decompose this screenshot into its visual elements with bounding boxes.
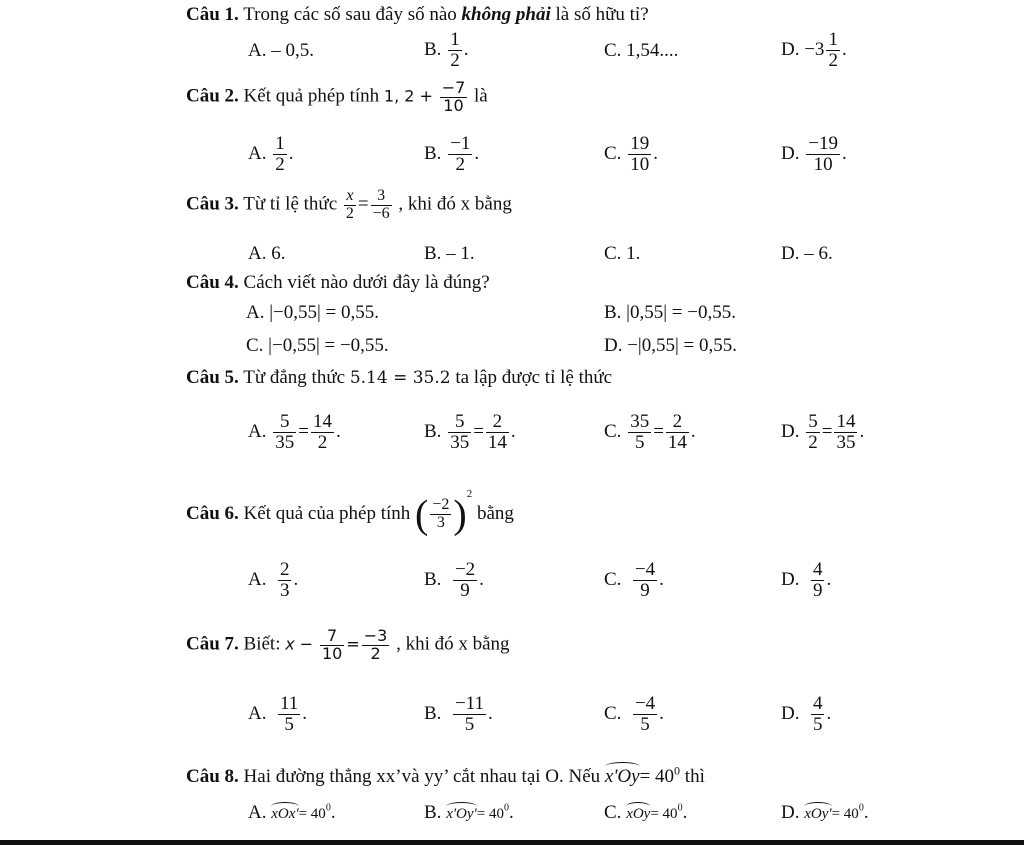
question-2 (186, 80, 488, 115)
q6-c-label: C. (604, 568, 622, 590)
q3-option-c[interactable]: C. 1. (604, 243, 641, 264)
q3-title: Câu 3. (186, 193, 239, 215)
q6-a-num: 2 (279, 559, 290, 580)
q5-a-n2: 14 (312, 411, 332, 432)
q5-a-f2 (311, 412, 334, 453)
q6-c-den: 9 (633, 580, 657, 601)
q7-option-d[interactable]: D. $\frac{4}{5}$ . (781, 693, 832, 735)
q6-d-label: D. (781, 568, 800, 590)
q5-title: Câu 5. (186, 367, 239, 388)
q5-option-d[interactable]: D. $\frac{5}{2}$ = $\frac{14}{35}$ . (781, 411, 865, 453)
q5-c-n1: 35 (630, 411, 650, 432)
q8-d-label: D. (781, 802, 800, 823)
q3-frac-x (344, 188, 356, 223)
q5-b-d2: 14 (487, 431, 507, 453)
q5-d-n1: 5 (808, 411, 818, 432)
q7-n2: −3 (363, 626, 388, 645)
q4-option-a[interactable]: A. |−0,55| = 0,55. (246, 302, 380, 323)
q5-option-a[interactable]: A. $\frac{5}{35}$ = $\frac{14}{2}$ . (248, 411, 341, 453)
q7-frac-2 (362, 628, 390, 663)
q7-a-den: 5 (278, 714, 300, 735)
q6-frac (430, 497, 451, 532)
q7-eq: = (346, 634, 360, 654)
q1-tail: là số hữu tỉ? (555, 4, 649, 25)
q4-option-c[interactable]: C. |−0,55| = −0,55. (246, 335, 389, 356)
q2-expr: 1, 2 + (383, 86, 433, 106)
q5-option-b[interactable]: B. $\frac{5}{35}$ = $\frac{2}{14}$ . (424, 411, 516, 453)
q8-option-a[interactable] (248, 800, 336, 824)
q1-d-label: D. −3 (781, 38, 825, 60)
question-5 (186, 367, 612, 389)
q8-a-dot: . (330, 802, 336, 823)
q2-option-a[interactable]: A. $\frac{1}{2}$ . (248, 133, 294, 175)
q7-d2: 2 (362, 645, 390, 663)
question-1 (186, 4, 649, 26)
q7-c-frac (633, 694, 657, 735)
q2-text: Kết quả phép tính (243, 85, 380, 107)
q7-tail: , khi đó x bằng (396, 633, 510, 655)
q1-option-c[interactable]: C. 1,54.... (604, 40, 679, 61)
q6-option-a[interactable]: A. $\frac{2}{3}$ . (248, 559, 299, 601)
q7-x: x − (285, 634, 314, 654)
q1-d-frac (826, 30, 840, 71)
q5-d-d1: 2 (808, 431, 818, 453)
q7-c-den: 5 (633, 714, 657, 735)
q4-option-b[interactable]: B. |0,55| = −0,55. (604, 302, 736, 323)
q5-c-eq: = (653, 420, 664, 442)
q7-b-num: −11 (454, 693, 484, 714)
q5-d-f2 (834, 412, 857, 453)
q2-title: Câu 2. (186, 85, 239, 107)
q6-option-b[interactable]: B. $\frac{-2}{9}$ . (424, 559, 484, 601)
q8-a-angle: xOx' (271, 800, 298, 823)
q2-d-label: D. (781, 142, 800, 164)
q6-b-frac (453, 560, 477, 601)
q3-x-num: x (346, 187, 354, 204)
q7-d-den: 5 (812, 713, 823, 735)
q1-b-label: B. (424, 38, 442, 60)
q3-option-d[interactable]: D. – 6. (781, 243, 833, 264)
q7-title: Câu 7. (186, 633, 239, 655)
q2-a-den: 2 (275, 153, 285, 175)
q5-a-n1: 5 (279, 411, 290, 432)
q3-tail: , khi đó x bằng (398, 193, 512, 215)
q1-option-d[interactable]: D. −3 $\frac{1}{2}$ . (781, 29, 847, 71)
q8-angle: x'Oy (605, 760, 640, 788)
q2-den: 10 (440, 97, 468, 115)
q3-r-num: 3 (377, 187, 386, 204)
q6-a-label: A. (248, 568, 267, 590)
q7-option-c[interactable]: C. $\frac{-4}{5}$ . (604, 693, 664, 735)
q7-n1: 7 (327, 626, 338, 645)
q5-tail: ta lập được tỉ lệ thức (455, 367, 613, 388)
q5-d-d2: 35 (836, 431, 856, 453)
q5-b-eq: = (473, 420, 484, 442)
q5-c-n2: 2 (672, 411, 683, 432)
q6-title: Câu 6. (186, 503, 239, 524)
q7-c-num: −4 (634, 693, 656, 714)
q1-d-den: 2 (828, 49, 838, 71)
q3-text: Từ tỉ lệ thức (243, 193, 338, 215)
q6-b-label: B. (424, 568, 442, 590)
q3-frac-r (371, 188, 392, 223)
q7-a-num: 11 (279, 693, 299, 714)
q5-c-f2 (666, 412, 689, 453)
q8-d-eq: = 40 (831, 806, 859, 822)
q2-a-label: A. (248, 142, 267, 164)
q6-num: −2 (432, 496, 450, 514)
q8-option-b[interactable] (424, 800, 514, 824)
q8-b-dot: . (508, 802, 514, 823)
q6-paren-open: ( (415, 491, 429, 537)
q8-c-eq: = 40 (650, 806, 678, 822)
q8-deg: 0 (674, 763, 681, 778)
bottom-rule (0, 840, 1024, 845)
q2-b-den: 2 (448, 154, 472, 175)
q2-c-frac (628, 134, 651, 175)
q5-a-eq: = (298, 420, 309, 442)
q1-option-b[interactable]: B. $\frac{1}{2}$ . (424, 29, 469, 71)
q7-b-label: B. (424, 702, 442, 724)
q2-num: −7 (441, 78, 466, 97)
q1-b-frac (448, 30, 462, 71)
question-6 (186, 488, 514, 535)
q7-b-den: 5 (453, 714, 486, 735)
q5-c-label: C. (604, 420, 622, 442)
q5-a-d1: 35 (275, 431, 295, 453)
q7-d-frac (811, 694, 825, 735)
q2-a-frac (273, 134, 287, 175)
q1-b-den: 2 (450, 49, 460, 71)
q8-b-angle: x'Oy' (446, 800, 477, 823)
q5-b-n2: 2 (492, 411, 503, 432)
q6-tail: bằng (476, 503, 514, 524)
q7-d1: 10 (321, 643, 343, 663)
q6-c-frac (633, 560, 657, 601)
q3-option-b[interactable]: B. – 1. (424, 243, 475, 264)
q1-text: Trong các số sau đây số nào (243, 4, 457, 25)
q8-c-deg: 0 (677, 802, 683, 814)
q2-c-label: C. (604, 142, 622, 164)
q6-d-num: 4 (812, 559, 823, 580)
q5-b-n1: 5 (454, 411, 465, 432)
q6-paren-close: ) (453, 491, 467, 537)
q5-b-label: B. (424, 420, 442, 442)
q8-a-deg: 0 (325, 802, 331, 814)
q2-b-frac (448, 134, 472, 175)
q3-x-den: 2 (345, 204, 354, 222)
q8-text: Hai đường thẳng xx’và yy’ cắt nhau tại O. Nếu (243, 766, 601, 787)
q6-d-frac (811, 560, 825, 601)
q2-d-num: −19 (808, 133, 838, 154)
q7-c-label: C. (604, 702, 622, 724)
q8-c-dot: . (682, 802, 688, 823)
q2-frac (440, 80, 468, 115)
q7-text: Biết: (243, 633, 281, 655)
q2-c-den: 10 (630, 153, 650, 175)
q2-tail: là (474, 85, 488, 107)
q8-a-label: A. (248, 802, 267, 823)
q2-d-frac (806, 134, 840, 175)
q6-den: 3 (430, 514, 451, 532)
q2-c-num: 19 (630, 133, 650, 154)
q8-d-angle: xOy' (804, 800, 831, 823)
q2-option-b[interactable]: B. $\frac{-1}{2}$ . (424, 133, 480, 175)
q5-d-n2: 14 (836, 411, 856, 432)
q5-expr: 5.14 = 35.2 (349, 368, 451, 388)
q5-a-d2: 2 (311, 432, 334, 453)
q2-b-label: B. (424, 142, 442, 164)
q7-b-frac (453, 694, 486, 735)
q1-d-num: 1 (828, 29, 838, 50)
q7-option-b[interactable]: B. $\frac{-11}{5}$ . (424, 693, 493, 735)
question-7 (186, 628, 510, 663)
question-8 (186, 760, 705, 788)
q8-option-d[interactable] (781, 800, 869, 824)
q7-d-num: 4 (812, 693, 823, 714)
q1-bold: không phải (461, 4, 551, 25)
q6-exp: 2 (466, 488, 473, 500)
q5-d-eq: = (821, 420, 833, 442)
q5-c-f1 (628, 412, 651, 453)
q5-d-label: D. (781, 420, 800, 442)
q5-c-d2: 14 (667, 431, 687, 453)
q8-c-label: C. (604, 802, 622, 823)
q6-option-d[interactable]: D. $\frac{4}{9}$ . (781, 559, 832, 601)
q5-d-f1 (806, 412, 820, 453)
q3-r-den: −6 (372, 204, 390, 222)
q6-a-den: 3 (279, 579, 290, 601)
q4-title: Câu 4. (186, 272, 239, 293)
q8-b-eq: = 40 (476, 806, 504, 822)
q8-tail: thì (684, 766, 705, 787)
q5-c-d1: 5 (628, 432, 651, 453)
question-3 (186, 188, 512, 223)
q6-b-den: 9 (453, 580, 477, 601)
q2-option-c[interactable]: C. $\frac{19}{10}$ . (604, 133, 658, 175)
q5-b-f2 (486, 412, 509, 453)
q6-c-num: −4 (634, 559, 656, 580)
q7-d-label: D. (781, 702, 800, 724)
q6-d-den: 9 (812, 579, 823, 601)
q8-option-c[interactable] (604, 800, 687, 824)
q6-option-c[interactable]: C. $\frac{-4}{9}$ . (604, 559, 664, 601)
q8-b-label: B. (424, 802, 442, 823)
q2-b-num: −1 (450, 133, 471, 154)
q8-d-dot: . (863, 802, 869, 823)
q5-b-f1 (448, 412, 471, 453)
q8-title: Câu 8. (186, 766, 239, 787)
q8-c-angle: xOy (626, 800, 650, 823)
q7-a-frac (278, 694, 300, 735)
q8-d-deg: 0 (858, 802, 864, 814)
q5-text: Từ đẳng thức (243, 367, 346, 388)
q5-b-d1: 35 (450, 431, 470, 453)
q1-b-num: 1 (450, 29, 460, 50)
question-4 (186, 272, 490, 294)
q2-d-den: 10 (806, 154, 840, 175)
q7-a-label: A. (248, 702, 267, 724)
q6-a-frac (278, 560, 292, 601)
q7-frac-1 (320, 628, 344, 663)
q8-val: = 40 (639, 766, 675, 787)
q8-b-deg: 0 (503, 802, 509, 814)
q1-title: Câu 1. (186, 4, 239, 25)
q2-a-num: 1 (275, 133, 285, 154)
q6-text: Kết quả của phép tính (243, 503, 411, 524)
q4-text: Cách viết nào dưới đây là đúng? (243, 272, 490, 293)
q2-option-d[interactable]: D. $\frac{-19}{10}$ . (781, 133, 847, 175)
q5-a-label: A. (248, 420, 267, 442)
q3-option-a[interactable]: A. 6. (248, 243, 286, 264)
q3-eq: = (357, 193, 369, 215)
q7-option-a[interactable]: A. $\frac{11}{5}$ . (248, 693, 308, 735)
q1-option-a[interactable]: A. – 0,5. (248, 40, 314, 61)
q6-b-num: −2 (454, 559, 476, 580)
q4-option-d[interactable]: D. −|0,55| = 0,55. (604, 335, 738, 356)
q8-a-eq: = 40 (298, 806, 326, 822)
q5-option-c[interactable]: C. $\frac{35}{5}$ = $\frac{2}{14}$ . (604, 411, 696, 453)
q5-a-f1 (273, 412, 296, 453)
